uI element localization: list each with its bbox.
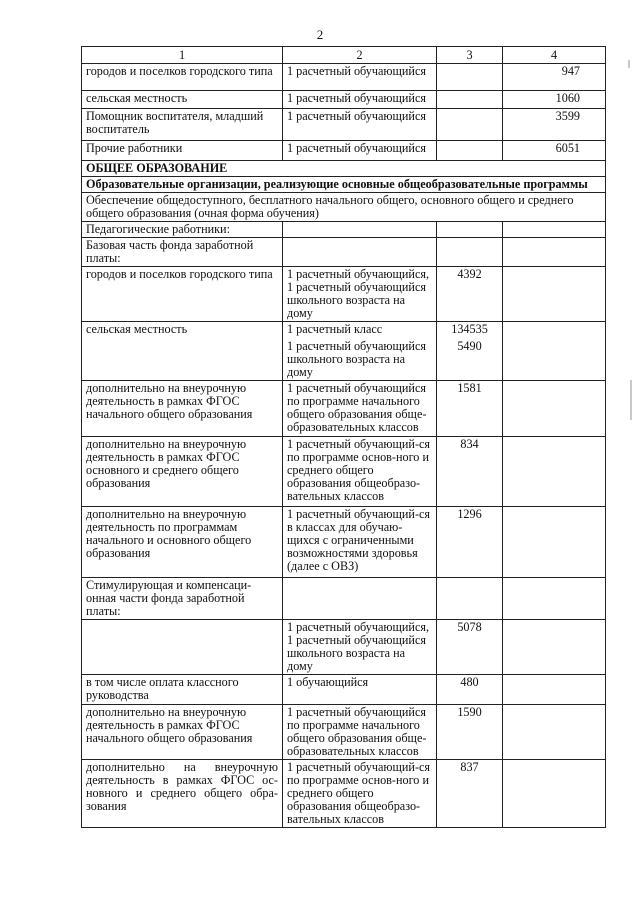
header-cell: 2 xyxy=(283,47,437,64)
unit-cell: 1 расчетный обучающий-ся по программе основ-ного и среднего общего образования общеобразо-вательных классов xyxy=(283,437,437,507)
category-cell: Помощник воспитателя, младший воспитатель xyxy=(82,109,283,141)
value-cell xyxy=(437,91,503,109)
value-cell xyxy=(437,109,503,141)
unit-cell: 1 расчетный обучающийся xyxy=(283,91,437,109)
table-row xyxy=(82,141,606,161)
label-row xyxy=(82,238,606,267)
value-cell xyxy=(437,322,503,381)
unit-cell: 1 расчетный обучающийся, 1 расчетный обучающийся школьного возраста на дому xyxy=(283,620,437,675)
norms-table xyxy=(81,46,606,828)
category-cell: дополнительно на внеурочную деятельность в рамках ФГОС основного и среднего общего образования xyxy=(82,437,283,507)
value-cell: 6051 xyxy=(503,141,606,161)
subsection-row xyxy=(82,177,606,193)
section-title: ОБЩЕЕ ОБРАЗОВАНИЕ xyxy=(82,161,606,177)
table-row xyxy=(82,507,606,578)
section-row xyxy=(82,161,606,177)
header-cell: 1 xyxy=(82,47,283,64)
unit-cell: 1 расчетный обучающийся xyxy=(283,141,437,161)
scan-edge-mark xyxy=(628,60,630,68)
category-cell: дополнительно на внеурочную деятельность по программам начального и основного общего образования xyxy=(82,507,283,578)
value-cell: 4392 xyxy=(437,267,503,322)
unit-cell: 1 расчетный обучающийся, 1 расчетный обучающийся школьного возраста на дому xyxy=(283,267,437,322)
value-cell: 1296 xyxy=(437,507,503,578)
table-row xyxy=(82,381,606,437)
value-line: 134535 xyxy=(451,322,488,336)
table-row xyxy=(82,91,606,109)
unit-cell: 1 расчетный обучающийся по программе начального общего образования обще-образовательных классов xyxy=(283,381,437,437)
stimulating-part-label: Стимулирующая и компенсаци-онная части фонда заработной платы: xyxy=(82,578,283,620)
table-row xyxy=(82,705,606,760)
unit-cell: 1 расчетный обучающийся xyxy=(283,109,437,141)
value-cell: 947 xyxy=(503,64,606,91)
unit-cell: 1 расчетный обучающийся xyxy=(283,64,437,91)
table-row xyxy=(82,322,606,381)
category-cell: городов и поселков городского типа xyxy=(82,64,283,91)
value-cell xyxy=(437,64,503,91)
table-header-row xyxy=(82,47,606,64)
table-row xyxy=(82,675,606,705)
unit-cell xyxy=(283,322,437,381)
value-cell: 1060 xyxy=(503,91,606,109)
pedagogical-label: Педагогические работники: xyxy=(82,222,283,238)
label-row xyxy=(82,222,606,238)
value-cell: 1581 xyxy=(437,381,503,437)
category-cell: Прочие работники xyxy=(82,141,283,161)
table-row xyxy=(82,267,606,322)
unit-line: 1 расчетный класс xyxy=(287,322,383,336)
value-cell: 3599 xyxy=(503,109,606,141)
value-cell xyxy=(437,141,503,161)
category-cell: сельская местность xyxy=(82,322,283,381)
category-cell: дополнительно на внеурочную деятельность в рамках ФГОС начального общего образования xyxy=(82,705,283,760)
value-cell: 480 xyxy=(437,675,503,705)
table-row xyxy=(82,437,606,507)
header-cell: 4 xyxy=(503,47,606,64)
table-row xyxy=(82,64,606,91)
unit-cell: 1 расчетный обучающий-ся по программе основ-ного и среднего общего образования общеобразо-вательных классов xyxy=(283,760,437,828)
value-cell: 837 xyxy=(437,760,503,828)
subsection-description: Обеспечение общедоступного, бесплатного начального общего, основного общего и среднего общего образования (очная форма обучения) xyxy=(82,193,606,222)
header-cell: 3 xyxy=(437,47,503,64)
category-cell: сельская местность xyxy=(82,91,283,109)
base-part-label: Базовая часть фонда заработной платы: xyxy=(82,238,283,267)
category-cell xyxy=(82,620,283,675)
table-row xyxy=(82,109,606,141)
table-row xyxy=(82,760,606,828)
value-cell: 5078 xyxy=(437,620,503,675)
category-cell: дополнительно на внеурочную деятельность в рамках ФГОС начального общего образования xyxy=(82,381,283,437)
unit-cell: 1 расчетный обучающийся по программе начального общего образования обще-образовательных классов xyxy=(283,705,437,760)
category-cell: в том числе оплата классного руководства xyxy=(82,675,283,705)
subsection-title: Образовательные организации, реализующие основные общеобразовательные программы xyxy=(82,177,606,193)
unit-cell: 1 обучающийся xyxy=(283,675,437,705)
category-cell: городов и поселков городского типа xyxy=(82,267,283,322)
value-cell: 834 xyxy=(437,437,503,507)
scan-edge-mark xyxy=(630,380,632,420)
value-cell: 1590 xyxy=(437,705,503,760)
category-cell: дополнительно на внеурочную деятельность в рамках ФГОС ос-новного и среднего общего обра-зования xyxy=(82,760,283,828)
page-number: 2 xyxy=(316,27,324,42)
unit-line: 1 расчетный обучающийся школьного возраста на дому xyxy=(287,339,426,379)
unit-cell: 1 расчетный обучающий-ся в классах для обучаю-щихся с ограниченными возможностями здоровья (далее с ОВЗ) xyxy=(283,507,437,578)
label-row xyxy=(82,578,606,620)
description-row xyxy=(82,193,606,222)
table-row xyxy=(82,620,606,675)
value-line: 5490 xyxy=(457,339,482,353)
